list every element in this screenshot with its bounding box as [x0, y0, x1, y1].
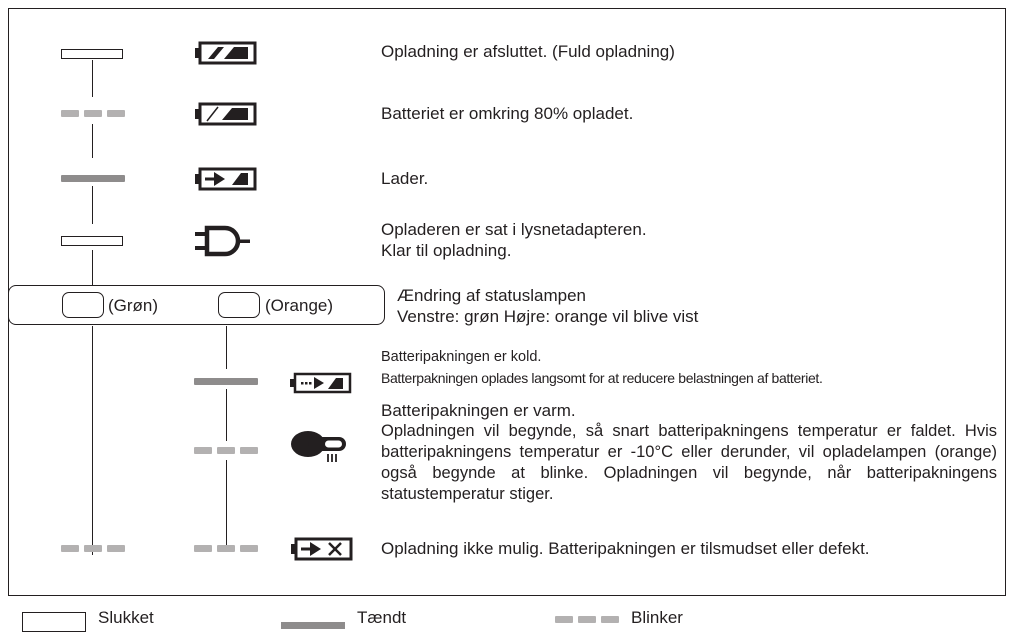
plug-icon: [195, 225, 259, 257]
status-legend-title: Ændring af statuslampen: [397, 286, 586, 305]
lamp-blink: [194, 447, 258, 454]
battery-slow-charge-icon: [289, 371, 351, 395]
orange-lamp-line: [226, 326, 227, 369]
green-lamp-line: [92, 326, 93, 555]
error-text: Opladning ikke mulig. Batteripakningen er tilsmudset eller defekt.: [381, 539, 870, 558]
cold-text-line1: Batteripakningen er kold.: [381, 349, 542, 365]
cold-text-line2: Batterpakningen oplades langsomt for at reducere belastningen af batteriet.: [381, 370, 823, 386]
green-label: (Grøn): [108, 296, 159, 315]
status-legend-subtitle: Venstre: grøn Højre: orange vil blive vist: [397, 307, 699, 326]
lamp-off: [61, 49, 123, 59]
legend-off-label: Slukket: [98, 608, 154, 627]
warm-body: Opladningen vil begynde, så snart batteripakningens temperatur er faldet. Hvis batteripakningens temperatur er -10°C eller derunder, vil opladelampen (orange) også begynde at blinke. Opladningen vil begynde, når batteripakningens statustemperatur stiger.: [381, 422, 997, 503]
orange-lamp-line: [226, 460, 227, 552]
status-text-ready-line2: Klar til opladning.: [381, 241, 512, 260]
lamp-blink: [194, 545, 258, 552]
lamp-blink: [61, 110, 125, 117]
green-lamp-swatch: [62, 292, 104, 318]
status-text-ready-line1: Opladeren er sat i lysnetadapteren.: [381, 220, 647, 239]
status-text-full: Opladning er afsluttet. (Fuld opladning): [381, 42, 675, 61]
status-text-80: Batteriet er omkring 80% opladet.: [381, 104, 634, 123]
legend-off-swatch: [22, 612, 86, 632]
lamp-off: [61, 236, 123, 246]
legend-blink-label: Blinker: [631, 608, 683, 627]
connector-line: [92, 124, 93, 158]
legend-on-label: Tændt: [357, 608, 407, 627]
lamp-on: [194, 378, 258, 385]
battery-error-icon: [290, 536, 352, 562]
connector-line: [92, 60, 93, 97]
orange-lamp-swatch: [218, 292, 260, 318]
battery-80-icon: [194, 101, 256, 127]
lamp-on: [61, 175, 125, 182]
battery-charging-icon: [194, 166, 256, 192]
warm-title: Batteripakningen er varm.: [381, 401, 576, 420]
thermometer-hot-icon: [290, 427, 352, 467]
orange-label: (Orange): [265, 296, 334, 315]
orange-lamp-line: [226, 389, 227, 441]
battery-full-icon: [194, 40, 256, 66]
connector-line: [92, 250, 93, 286]
connector-line: [92, 186, 93, 224]
lamp-blink: [61, 545, 125, 552]
status-text-charging: Lader.: [381, 169, 429, 188]
legend-blink-swatch: [555, 616, 619, 623]
